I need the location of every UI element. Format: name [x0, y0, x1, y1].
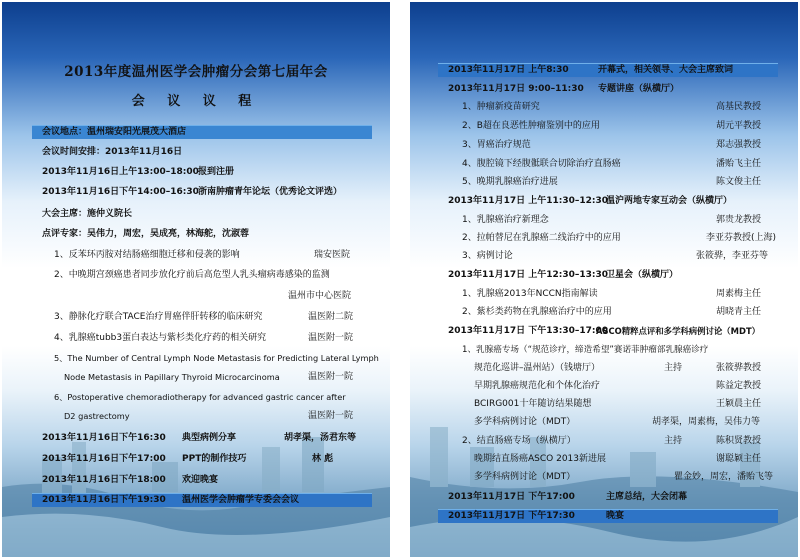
paper-org: 温医附一院 [308, 411, 354, 421]
program-page-right [410, 2, 798, 557]
schedule-title: 会议时间安排：2013年11月16日 [42, 147, 183, 157]
talk-speaker: 郭贵龙教授 [716, 215, 762, 225]
session-time: 2013年11月16日上午13:00–18:00 [42, 167, 199, 177]
talk-title: 早期乳腺癌规范化和个体化治疗 [474, 381, 601, 391]
talk-title: 1、乳腺癌2013年NCCN指南解读 [462, 289, 598, 299]
session-time: 2013年11月17日 上午8:30 [448, 65, 569, 75]
talk-speaker: 瞿金妙，周宏，潘贻飞等 [674, 472, 774, 482]
session-event: 浙南肿瘤青年论坛（优秀论文评选） [198, 187, 343, 197]
talk-title: 2、拉帕替尼在乳腺癌二线治疗中的应用 [462, 233, 621, 243]
talk-title: 晚期结直肠癌ASCO 2013新进展 [474, 454, 607, 464]
session-time: 2013年11月16日下午17:00 [42, 454, 166, 464]
talk-speaker: 王颖晨主任 [716, 399, 762, 409]
talk-title: 3、病例讨论 [462, 251, 513, 261]
talk-title: 2、紫杉类药物在乳腺癌治疗中的应用 [462, 307, 612, 317]
venue-text: 会议地点：温州瑞安阳光展茂大酒店 [42, 127, 187, 137]
talk-speaker: 胡元平教授 [716, 121, 762, 131]
talk-speaker: 李亚芬教授(上海) [706, 233, 777, 243]
session-time: 2013年11月16日下午14:00–16:30 [42, 187, 199, 197]
paper-title: 6、Postoperative chemoradiotherapy for advanced gastric cancer after [54, 392, 346, 402]
talk-speaker: 陈文俊主任 [716, 177, 762, 187]
paper-org: 温医附一院 [308, 372, 354, 382]
session-time: 2013年11月17日 下午13:30–17:00 [448, 326, 609, 336]
session-people: 林 彪 [312, 454, 334, 464]
session-event: PPT的制作技巧 [182, 454, 247, 464]
session-event: 卫星会（纵横厅） [606, 270, 679, 280]
talk-title: 3、胃癌治疗规范 [462, 140, 531, 150]
paper-org: 瑞安医院 [314, 250, 351, 260]
paper-title: 4、乳腺癌tubb3蛋白表达与紫杉类化疗药的相关研究 [54, 333, 267, 343]
session-time: 2013年11月17日 下午17:00 [448, 492, 575, 502]
session-event: 典型病例分享 [182, 433, 237, 443]
talk-speaker: 潘贻飞主任 [716, 159, 762, 169]
session-event: 温沪两地专家互动会（纵横厅） [606, 196, 733, 206]
talk-speaker: 胡孝渠，周素梅，吴伟力等 [652, 417, 761, 427]
session-event: 开幕式，相关领导、大会主席致词 [598, 65, 734, 75]
talk-title: 2、B超在良恶性肿瘤鉴别中的应用 [462, 121, 600, 131]
talk-role: 主持 [664, 436, 683, 446]
paper-title: 2、中晚期宫颈癌患者同步放化疗前后高危型人乳头瘤病毒感染的监测 [54, 270, 330, 280]
talk-title: 多学科病例讨论（MDT） [474, 472, 576, 482]
talk-speaker: 陈积贤教授 [716, 436, 762, 446]
paper-title: D2 gastrectomy [64, 411, 130, 421]
session-time: 2013年11月16日下午16:30 [42, 433, 166, 443]
talk-speaker: 郑志强教授 [716, 140, 762, 150]
session-event: 温州医学会肿瘤学专委会会议 [182, 495, 300, 505]
paper-org: 温医附二院 [308, 312, 354, 322]
session-event: ASCO精粹点评和多学科病例讨论（MDT） [596, 326, 761, 336]
talk-role: 主持 [664, 363, 683, 373]
program-page-left [2, 2, 390, 557]
talk-title: 2、结直肠癌专场（纵横厅） [462, 436, 576, 446]
talk-speaker: 张筱骅教授 [716, 363, 762, 373]
session-people: 胡孝渠，汤君东等 [284, 433, 357, 443]
talk-title: 4、腹腔镜下经腹骶联合切除治疗直肠癌 [462, 159, 621, 169]
paper-title: 3、静脉化疗联合TACE治疗胃癌伴肝转移的临床研究 [54, 312, 263, 322]
session-event: 专题讲座（纵横厅） [598, 84, 680, 94]
talk-speaker: 胡晓青主任 [716, 307, 762, 317]
page-title: 2013年度温州医学会肿瘤分会第七届年会 [64, 64, 328, 80]
talk-title: 1、乳腺癌治疗新理念 [462, 215, 549, 225]
session-event: 主席总结，大会闭幕 [606, 492, 688, 502]
talk-speaker: 谢聪颖主任 [716, 454, 762, 464]
experts-text: 点评专家：吴伟力，周宏，吴成亮，林海舵，沈淑蓉 [42, 229, 250, 239]
session-event: 晚宴 [606, 511, 625, 521]
talk-speaker: 张筱骅，李亚芬等 [696, 251, 769, 261]
talk-speaker: 陈益定教授 [716, 381, 762, 391]
talk-title: BCIRG001十年随访结果随想 [474, 399, 592, 409]
session-time: 2013年11月16日下午19:30 [42, 495, 166, 505]
paper-title: 1、反苯环丙胺对结肠癌细胞迁移和侵袭的影响 [54, 250, 240, 260]
talk-title: 多学科病例讨论（MDT） [474, 417, 576, 427]
session-time: 2013年11月17日 9:00–11:30 [448, 84, 584, 94]
chair-text: 大会主席：施仲义院长 [42, 209, 133, 219]
session-time: 2013年11月17日 上午12:30–13:30 [448, 270, 609, 280]
session-time: 2013年11月17日 上午11:30–12:30 [448, 196, 609, 206]
talk-title: 1、乳腺癌专场（“规范诊疗，缔造希望”赛诺菲肿瘤部乳腺癌诊疗 [462, 345, 709, 355]
session-event: 报到注册 [198, 167, 235, 177]
paper-org: 温医附一院 [308, 333, 354, 343]
session-time: 2013年11月17日 下午17:30 [448, 511, 575, 521]
paper-title: Node Metastasis in Papillary Thyroid Microcarcinoma [64, 372, 280, 382]
session-event: 欢迎晚宴 [182, 475, 219, 485]
session-time: 2013年11月16日下午18:00 [42, 475, 166, 485]
paper-title: 5、The Number of Central Lymph Node Metastasis for Predicting Lateral Lymph [54, 353, 379, 363]
talk-title: 1、肿瘤新疫苗研究 [462, 102, 540, 112]
talk-speaker: 周素梅主任 [716, 289, 762, 299]
talk-title: 5、晚期乳腺癌治疗进展 [462, 177, 558, 187]
talk-speaker: 高基民教授 [716, 102, 762, 112]
talk-title: 规范化巡讲–温州站）（钱塘厅） [474, 363, 601, 373]
page-subtitle: 会 议 议 程 [131, 94, 261, 109]
paper-org: 温州市中心医院 [288, 291, 352, 301]
